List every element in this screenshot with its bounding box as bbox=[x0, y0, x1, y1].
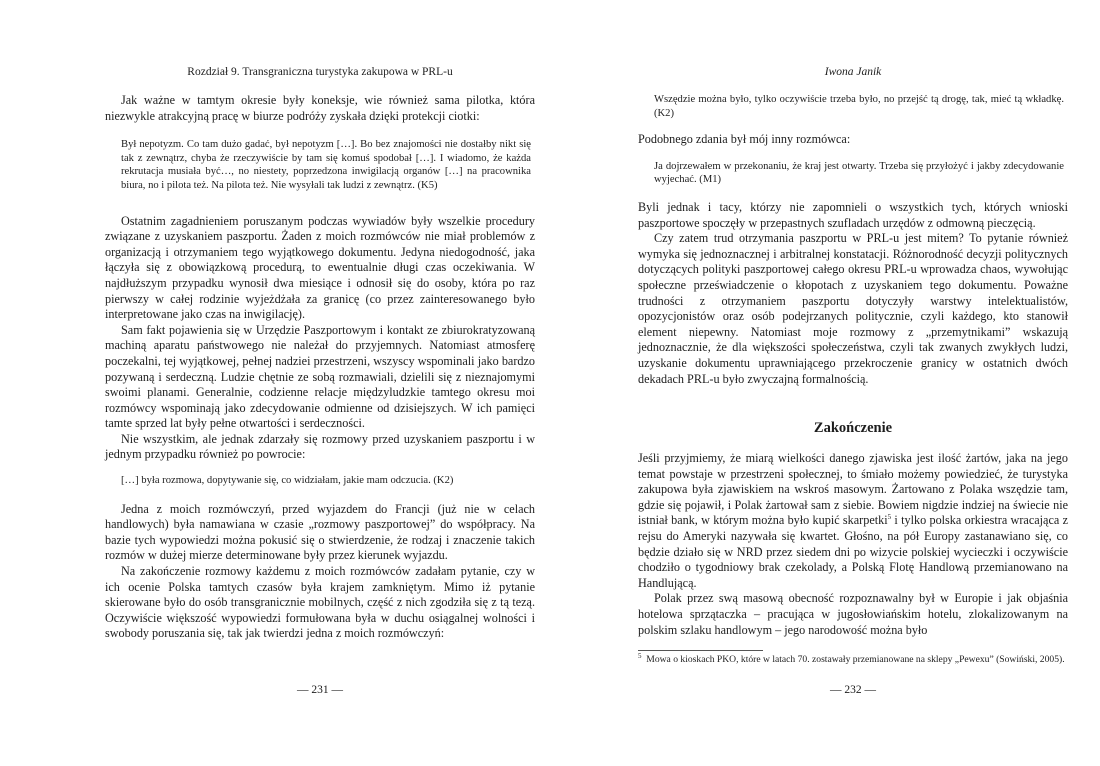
paragraph: Nie wszystkim, ale jednak zdarzały się rozmowy przed uzyskaniem paszportu i w jednym przypadku również po powrocie: bbox=[105, 431, 535, 462]
paragraph: Czy zatem trud otrzymania paszportu w PRL-u jest mitem? To pytanie również wymyka się jednoznacznej i arbitralnej konstatacji. Różnorodność decyzji politycznych dotyczących polityki paszportowej całego okresu PRL-u wprowadza chaos, wywołując społeczne przeświadczenie o kłopotach z uzyskaniem tego dokumentu. Poważne trudności z otrzymaniem paszportu dotyczyły warstwy intelektualistów, opozycjonistów oraz osób podejrzanych politycznie, czyli każdego, kto stanowił element niepewny. Natomiast moje rozmowy z „przemytnikami” wskazują jednoznacznie, że dla większości społeczeństwa, czyli tak zwanych zwykłych ludzi, uzyskanie dokumentu uprawniającego przekroczenie granicy w ostatnich dwóch dekadach PRL-u było zwyczajną formalnością. bbox=[638, 231, 1068, 386]
footnote bbox=[638, 654, 1068, 667]
paragraph: Byli jednak i tacy, którzy nie zapomnieli o wszystkich tych, których wnioski paszportowe spoczęły w przepastnych szufladach urzędów z odmowną pieczęcią. bbox=[638, 199, 1068, 230]
paragraph: Sam fakt pojawienia się w Urzędzie Paszportowym i kontakt ze zbiurokratyzowaną machiną aparatu państwowego nie należał do przyjemnych. Natomiast atmosferę poczekalni, tej wyjątkowej, pełnej nadziei przestrzeni, wszyscy wspominali jako bardzo pozywaną i serdeczną. Ludzie chętnie ze sobą rozmawiali, dzielili się z nieznajomymi swoimi planami. Generalnie, codzienne relacje międzyludzkie tamtego okresu moi rozmówcy wspominają jako zdecydowanie odmienne od dzisiejszych. W ich pamięci tamte sprzed lat były pełne otwartości i serdeczności. bbox=[105, 322, 535, 431]
block-quote: Był nepotyzm. Co tam dużo gadać, był nepotyzm […]. Bo bez znajomości nie dostałby nikt się tak z zewnątrz, chyba że rzeczywiście by tam się komuś spodobał […]. I wiadomo, że każda rekrutacja musiała być…, no niestety, poprzedzona inwigilacją organów […] na pracownika biura, no i pilota też. Na pilota też. Nie wysyłali tak ludzi z zewnątrz. (K5) bbox=[121, 139, 531, 191]
page-number: — 231 — bbox=[297, 684, 343, 696]
paragraph bbox=[638, 451, 1068, 591]
page-number: — 232 — bbox=[830, 684, 876, 696]
paragraph: Polak przez swą masową obecność rozpoznawalny był w Europie i jak objaśnia hotelowa sprzątaczka – pracująca w jugosłowiańskim hotelu, zlokalizowanym na polskim szlaku handlowym – jego narodowość można było bbox=[638, 591, 1068, 637]
paragraph: Jedna z moich rozmówczyń, przed wyjazdem do Francji (już nie w celach handlowych) była namawiana w czasie „rozmowy paszportowej” do współpracy. Na bazie tych wypowiedzi można pokusić się o stwierdzenie, że rodzaj i znaczenie takich rozmów w dużej mierze determinowane były przez kierunek wyjazdu. bbox=[105, 501, 535, 563]
left-page-body bbox=[105, 93, 535, 642]
paragraph: Na zakończenie rozmowy każdemu z moich rozmówców zadałam pytanie, czy w ich ocenie Polska tamtych czasów była krajem zamkniętym. Mimo iż pytanie skierowane było do osób transgranicznie mobilnych, część z nich zgodziła się z tą tezą. Oczywiście większość wypowiedzi formułowana była w duchu osiągalnej wolności i swobody poruszania się, tak jak twierdzi jedna z moich rozmówczyń: bbox=[105, 564, 535, 641]
running-head: Iwona Janik bbox=[824, 66, 882, 78]
right-page bbox=[638, 0, 1068, 766]
right-page-body bbox=[638, 93, 1068, 667]
running-head: Rozdział 9. Transgraniczna turystyka zakupowa w PRL-u bbox=[187, 66, 453, 78]
paragraph: Podobnego zdania był mój inny rozmówca: bbox=[638, 132, 851, 147]
paragraph: Ostatnim zagadnieniem poruszanym podczas wywiadów były wszelkie procedury związane z uzyskaniem paszportu. Żaden z moich rozmówców nie miał problemów z organizacją i otrzymaniem tego wyjątkowego dokumentu. Jedyna niedogodność, jaka łączyła się z obowiązkową procedurą, to ewentualnie długi czas oczekiwania. W najdłuższym przypadku wynosił dwa miesiące i odnosił się do osoby, która po raz pierwszy w całej rodzinie wyjeżdżała za granicę (co przez zainteresowanego było interpretowane jako czas na inwigilację). bbox=[105, 213, 535, 322]
paragraph-text: Jeśli przyjmiemy, że miarą wielkości danego zjawiska jest ilość żartów, jaka na jego temat powstaje w przestrzeni społecznej, to śmiało możemy powiedzieć, że turystyka zakupowa była zjawiskiem na wskroś masowym. Żartowano z Polaka wszędzie tam, gdzie się pojawił, i Polak żartował sam z siebie. Bowiem nigdzie indziej na świecie nie istniał bank, w którym można było kupić skarpetki bbox=[638, 451, 1068, 528]
footnote-reference[interactable]: 5 bbox=[887, 513, 892, 522]
paragraph: Jak ważne w tamtym okresie były koneksje, wie również sama pilotka, która niezwykle atrakcyjną pracę w biurze podróży zyskała dzięki protekcji ciotki: bbox=[105, 93, 535, 123]
section-heading: Zakończenie bbox=[813, 420, 893, 437]
left-page bbox=[105, 0, 535, 766]
footnote-area bbox=[638, 650, 1068, 667]
block-quote: […] była rozmowa, dopytywanie się, co widziałam, jakie mam odczucia. (K2) bbox=[121, 475, 454, 487]
block-quote: Wszędzie można było, tylko oczywiście trzeba było, no przejść tą drogę, tak, mieć tą wkładkę. (K2) bbox=[654, 94, 1064, 119]
footnote-number: 5 bbox=[638, 652, 642, 661]
footnote-text: Mowa o kioskach PKO, które w latach 70. zostawały przemianowane na sklepy „Pewexu” (Sowiński, 2005). bbox=[646, 654, 1065, 666]
paragraph-text: i tylko polska orkiestra wracająca z rejsu do Ameryki nazywała się kwartet. Głośno, na pół Europy zastanawiano się, co będzie działo się w NRD przez siedem dni po wizycie polskiej wycieczki i oczywiście chodziło o tygodniowy brak czekolady, a Polską Flotę Handlową przemianowano na Handlującą. bbox=[638, 513, 1068, 590]
footnote-rule bbox=[638, 650, 763, 651]
block-quote: Ja dojrzewałem w przekonaniu, że kraj jest otwarty. Trzeba się przyłożyć i jakby zdecydowanie wyjechać. (M1) bbox=[654, 160, 1064, 186]
